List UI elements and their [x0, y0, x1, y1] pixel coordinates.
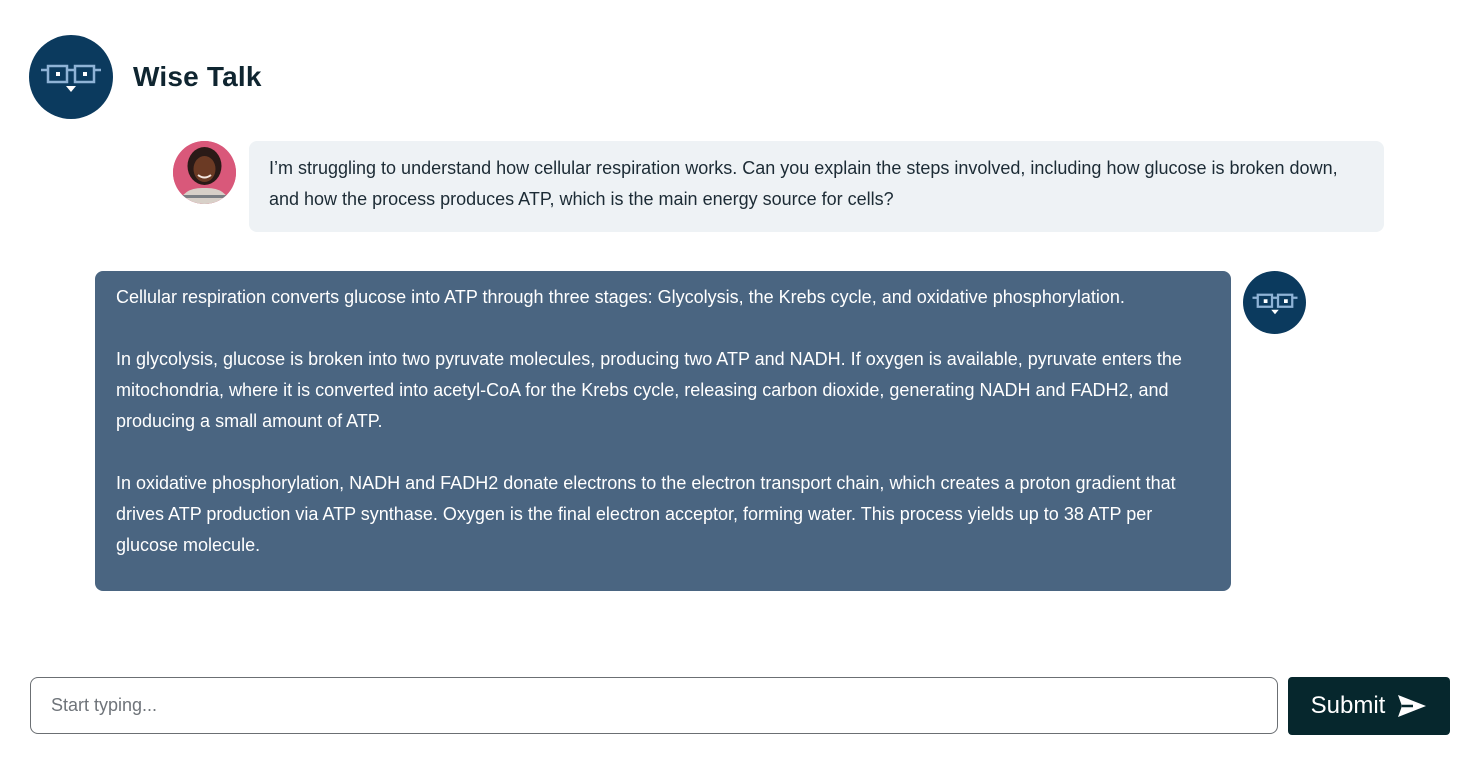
user-avatar: [173, 141, 236, 204]
submit-label: Submit: [1310, 692, 1386, 719]
submit-button[interactable]: [1288, 677, 1450, 735]
assistant-message-bubble: [95, 271, 1231, 591]
owl-glasses-icon: [39, 57, 103, 97]
user-message-bubble: I’m struggling to understand how cellular respiration works. Can you explain the steps involved, including how glucose is broken down, and how the process produces ATP, which is the main energy source for cells?: [249, 141, 1384, 232]
app-logo: [29, 35, 113, 119]
owl-glasses-icon: [1251, 288, 1299, 318]
header: [29, 35, 262, 119]
assistant-paragraph: In glycolysis, glucose is broken into two pyruvate molecules, producing two ATP and NADH. If oxygen is available, pyruvate enters the mitochondria, where it is converted into acetyl-CoA for the Krebs cycle, releasing carbon dioxide, generating NADH and FADH2, and producing a small amount of ATP.: [116, 349, 1182, 431]
assistant-avatar: [1243, 271, 1306, 334]
send-icon: [1397, 694, 1427, 718]
app-title: Wise Talk: [133, 61, 262, 92]
assistant-paragraph: In oxidative phosphorylation, NADH and FADH2 donate electrons to the electron transport chain, which creates a proton gradient that drives ATP production via ATP synthase. Oxygen is the final electron acceptor, forming water. This process yields up to 38 ATP per glucose molecule.: [116, 473, 1176, 555]
user-photo: [173, 141, 236, 204]
message-input[interactable]: [30, 677, 1278, 734]
assistant-paragraph: Cellular respiration converts glucose into ATP through three stages: Glycolysis, the Krebs cycle, and oxidative phosphorylation.: [116, 287, 1125, 307]
